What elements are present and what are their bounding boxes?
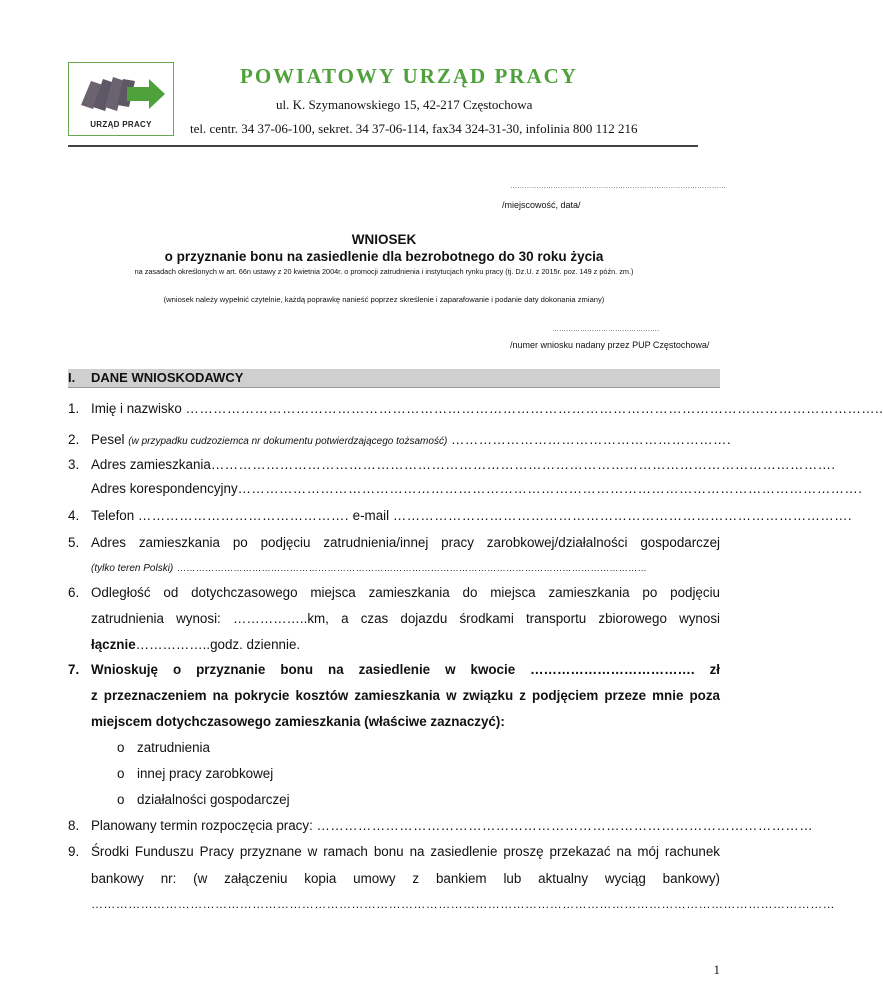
item-number: 2. bbox=[68, 432, 80, 447]
org-address: ul. K. Szymanowskiego 15, 42-217 Częstochowa bbox=[276, 97, 533, 112]
address-field-row[interactable] bbox=[91, 457, 836, 472]
legal-basis: na zasadach określonych w art. 66n ustawy z 20 kwietnia 2004r. o promocji zatrudnienia i instytucjach rynku pracy (tj. Dz.U. z 2015r. poz. 149 z późn. zm.) bbox=[134, 267, 634, 276]
item-number: 4. bbox=[68, 508, 80, 523]
new-address-text: Adres zamieszkania po podjęciu zatrudnienia/innej pracy zarobkowej/działalności gospodarczej bbox=[91, 535, 720, 550]
section-title: DANE WNIOSKODAWCY bbox=[91, 370, 244, 385]
correspondence-field-row[interactable] bbox=[91, 481, 862, 496]
address-label: Adres zamieszkania bbox=[91, 457, 211, 472]
fill-instructions: (wniosek należy wypełnić czytelnie, każdą poprawkę nanieść poprzez skreślenie i zaparafowanie i podanie daty dokonania zmiany) bbox=[163, 295, 605, 304]
phone-email-row[interactable] bbox=[91, 508, 852, 523]
option-label: działalności gospodarczej bbox=[137, 792, 290, 807]
document-title: WNIOSEK bbox=[351, 232, 417, 247]
name-field-row[interactable] bbox=[91, 401, 883, 416]
logo-text: URZĄD PRACY bbox=[90, 120, 152, 129]
distance-text-line1: Odległość od dotychczasowego miejsca zamieszkania do miejsca zamieszkania po podjęciu bbox=[91, 585, 720, 600]
org-title: POWIATOWY URZĄD PRACY bbox=[240, 64, 578, 88]
email-dots[interactable]: ………………………………………………………………………………………. bbox=[392, 508, 853, 523]
org-contacts: tel. centr. 34 37-06-100, sekret. 34 37-06-114, fax34 324-31-30, infolinia 800 112 216 bbox=[190, 121, 638, 136]
pesel-dots[interactable]: ……………………………………………………. bbox=[451, 432, 731, 447]
item-number: 1. bbox=[68, 401, 80, 416]
section-header bbox=[68, 369, 720, 388]
item-number: 9. bbox=[68, 844, 80, 859]
name-label: Imię i nazwisko bbox=[91, 401, 182, 416]
checkbox-icon[interactable]: o bbox=[117, 766, 125, 781]
item-number: 8. bbox=[68, 818, 80, 833]
name-dots[interactable]: …………………………………………………………………………………………………………………………………….. bbox=[185, 401, 883, 416]
item-number: 5. bbox=[68, 535, 80, 550]
start-date-label: Planowany termin rozpoczęcia pracy: bbox=[91, 818, 313, 833]
pesel-hint: (w przypadku cudzoziemca nr dokumentu potwierdzającego tożsamość) bbox=[128, 436, 448, 447]
section-number: I. bbox=[68, 370, 76, 385]
page-number: 1 bbox=[713, 962, 720, 977]
pesel-field-row[interactable] bbox=[91, 432, 731, 447]
pesel-label: Pesel bbox=[91, 432, 125, 447]
checkbox-icon[interactable]: o bbox=[117, 740, 125, 755]
hours-field[interactable]: ……………..godz. dziennie. bbox=[135, 637, 301, 652]
bank-account-field[interactable]: ……………………………………………………………………………………………………………………………………………………………… bbox=[91, 897, 835, 911]
application-number-label: /numer wniosku nadany przez PUP Częstochowa/ bbox=[510, 340, 710, 350]
logo bbox=[68, 62, 174, 136]
amount-request-line[interactable]: Wnioskuję o przyznanie bonu na zasiedlenie w kwocie ………………………………. zł bbox=[91, 662, 720, 677]
address-dots[interactable]: ………………………………………………………………………………………………………………………. bbox=[210, 457, 836, 472]
option-label: zatrudnienia bbox=[137, 740, 210, 755]
item-number: 3. bbox=[68, 457, 80, 472]
start-date-dots[interactable]: ……………………………………………………………………………………………… bbox=[316, 818, 813, 833]
email-label: e-mail bbox=[352, 508, 390, 523]
total-label: łącznie bbox=[91, 637, 136, 652]
option-other-work[interactable] bbox=[117, 766, 273, 781]
start-date-row[interactable] bbox=[91, 818, 813, 833]
phone-label: Telefon bbox=[91, 508, 135, 523]
logo-cards-arrow-icon bbox=[69, 63, 173, 123]
correspondence-dots[interactable]: ………………………………………………………………………………………………………………………. bbox=[237, 481, 863, 496]
option-label: innej pracy zarobkowej bbox=[137, 766, 274, 781]
place-date-field[interactable]: ……………………………………………………………………………… bbox=[510, 183, 726, 190]
phone-dots[interactable]: ………………………………………. bbox=[137, 508, 349, 523]
bank-text-line2: bankowy nr: (w załączeniu kopia umowy z bankiem lub aktualny wyciąg bankowy) bbox=[91, 871, 720, 886]
application-number-field[interactable]: ………………………………………. bbox=[552, 326, 659, 333]
checkbox-icon[interactable]: o bbox=[117, 792, 125, 807]
distance-text-line3[interactable] bbox=[91, 637, 300, 652]
new-address-dots[interactable]: …………………………………………………………………………………………………………………………………… bbox=[176, 563, 647, 573]
purpose-line: z przeznaczeniem na pokrycie kosztów zamieszkania w związku z podjęciem przeze mnie poza bbox=[91, 688, 720, 703]
header-divider bbox=[68, 145, 698, 147]
distance-text-line2[interactable]: zatrudnienia wynosi: ……………..km, a czas dojazdu środkami transportu zbiorowego wynosi bbox=[91, 611, 720, 626]
document-subtitle: o przyznanie bonu na zasiedlenie dla bezrobotnego do 30 roku życia bbox=[164, 249, 604, 264]
place-date-label: /miejscowość, data/ bbox=[502, 200, 581, 210]
item-number: 6. bbox=[68, 585, 80, 600]
item-number: 7. bbox=[68, 662, 80, 677]
correspondence-label: Adres korespondencyjny bbox=[91, 481, 238, 496]
bank-text-line1: Środki Funduszu Pracy przyznane w ramach bonu na zasiedlenie proszę przekazać na mój rachunek bbox=[91, 844, 720, 859]
new-address-hint: (tylko teren Polski) bbox=[91, 563, 174, 574]
option-employment[interactable] bbox=[117, 740, 210, 755]
purpose-line-2: miejscem dotychczasowego zamieszkania (właściwe zaznaczyć): bbox=[91, 714, 505, 729]
option-business[interactable] bbox=[117, 792, 290, 807]
new-address-field-row[interactable] bbox=[91, 559, 647, 574]
